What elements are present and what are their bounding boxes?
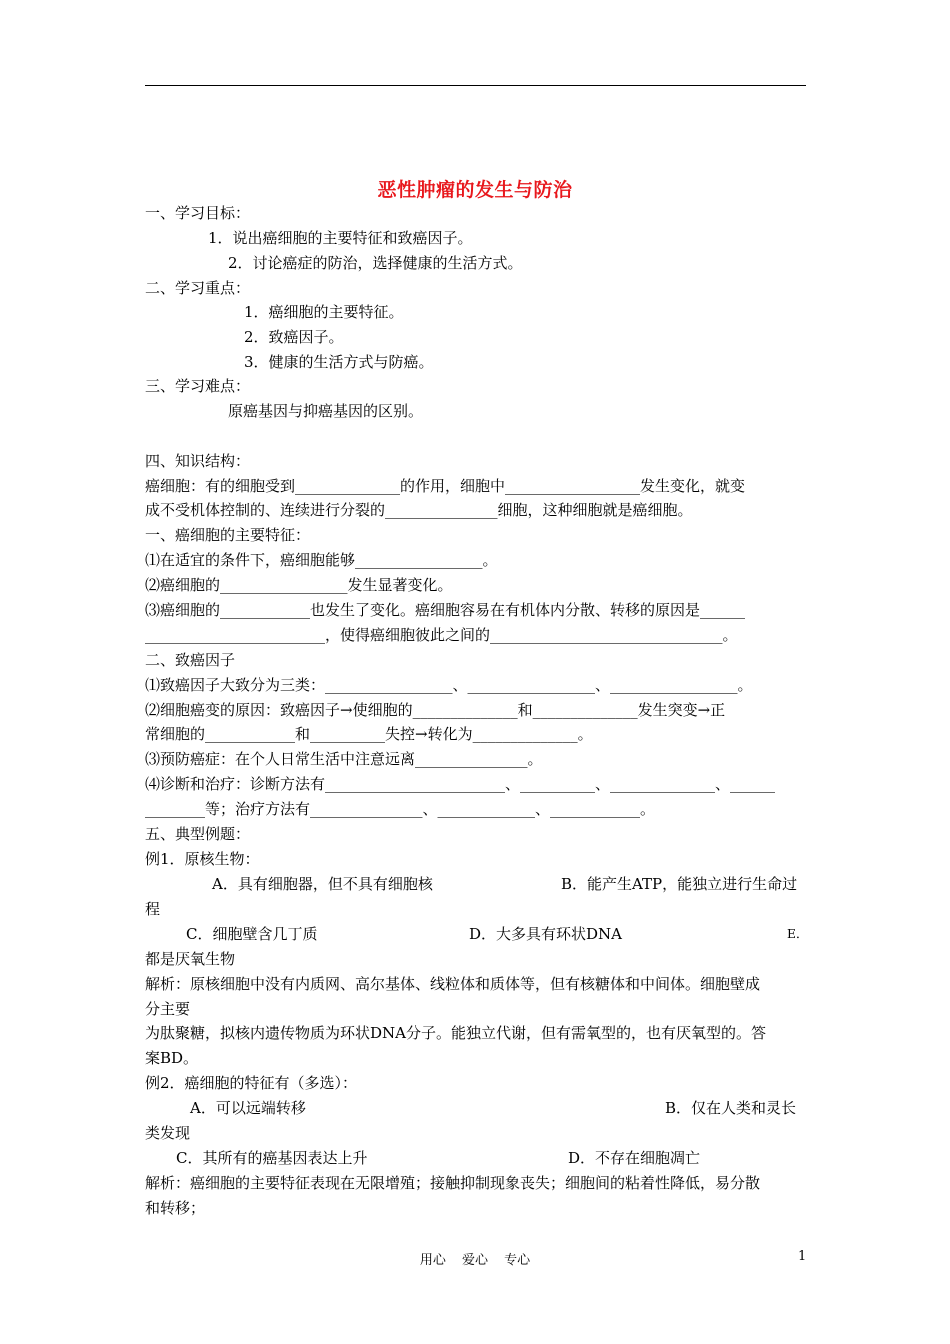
example-question: 例1．原核生物： [145, 850, 260, 868]
key-point-item: 3．健康的生活方式与防癌。 [244, 353, 434, 371]
section-heading-difficulties: 三、学习难点： [145, 377, 251, 395]
option-d: D．不存在细胞凋亡 [568, 1149, 701, 1167]
footer-motto: 用心 爱心 专心 [419, 1253, 531, 1268]
fill-in-line: 常细胞的____________和__________失控→转化为______________。 [145, 725, 593, 743]
document-title: 恶性肿瘤的发生与防治 [377, 179, 573, 201]
fill-in-line: ⑷诊断和治疗：诊断方法有________________________、__________、______________、______ [145, 775, 776, 793]
objective-item: 2．讨论癌症的防治，选择健康的生活方式。 [228, 254, 523, 272]
subsection-heading: 一、癌细胞的主要特征： [145, 526, 311, 544]
option-a: A．可以远端转移 [190, 1099, 306, 1117]
option-c: C．其所有的癌基因表达上升 [176, 1149, 368, 1167]
section-heading-examples: 五、典型例题： [145, 825, 251, 843]
option-b: B．能产生ATP，能独立进行生命过 [561, 875, 798, 893]
fill-in-line: ⑵细胞癌变的原因：致癌因子→使细胞的______________和______________发生突变→正 [145, 701, 726, 719]
key-point-item: 2．致癌因子。 [244, 328, 344, 346]
section-heading-objectives: 一、学习目标： [145, 204, 251, 222]
option-b-continued: 类发现 [145, 1124, 191, 1142]
option-c: C．细胞壁含几丁质 [186, 925, 318, 943]
option-e: E． [787, 927, 809, 941]
subsection-heading: 二、致癌因子 [145, 651, 236, 669]
fill-in-line: ⑴致癌因子大致分为三类：_________________、_________________、_________________。 [145, 676, 753, 694]
fill-in-line: ⑵癌细胞的_________________发生显著变化。 [145, 576, 453, 594]
fill-in-line: 成不受机体控制的、连续进行分裂的_______________细胞，这种细胞就是癌细胞。 [145, 501, 693, 519]
analysis-text: 解析：癌细胞的主要特征表现在无限增殖；接触抑制现象丧失；细胞间的粘着性降低，易分散 [145, 1174, 761, 1192]
section-heading-knowledge: 四、知识结构： [145, 452, 251, 470]
header-rule [145, 85, 806, 86]
fill-in-line: ⑴在适宜的条件下，癌细胞能够_________________。 [145, 551, 498, 569]
fill-in-line: ________等；治疗方法有_______________、_____________、____________。 [145, 800, 656, 818]
fill-in-line: 癌细胞：有的细胞受到______________的作用，细胞中__________________发生变化，就变 [145, 477, 746, 495]
key-point-item: 1．癌细胞的主要特征。 [244, 303, 404, 321]
fill-in-line: ________________________，使得癌细胞彼此之间的_______________________________。 [145, 626, 738, 644]
objective-item: 1．说出癌细胞的主要特征和致癌因子。 [208, 229, 473, 247]
analysis-text: 为肽聚糖，拟核内遗传物质为环状DNA分子。能独立代谢，但有需氧型的，也有厌氧型的。答 [145, 1024, 766, 1042]
fill-in-line: ⑶癌细胞的____________也发生了变化。癌细胞容易在有机体内分散、转移的原因是______ [145, 601, 746, 619]
option-d: D．大多具有环状DNA [469, 925, 623, 943]
difficulty-item: 原癌基因与抑癌基因的区别。 [228, 402, 424, 420]
fill-in-line: ⑶预防癌症：在个人日常生活中注意远离_______________。 [145, 750, 543, 768]
analysis-text: 分主要 [145, 1000, 191, 1018]
option-b: B．仅在人类和灵长 [665, 1099, 797, 1117]
analysis-text: 解析：原核细胞中没有内质网、高尔基体、线粒体和质体等，但有核糖体和中间体。细胞壁成 [145, 975, 761, 993]
option-e-continued: 都是厌氧生物 [145, 950, 236, 968]
page-number: 1 [798, 1249, 807, 1264]
option-b-continued: 程 [145, 900, 161, 918]
option-a: A．具有细胞器，但不具有细胞核 [212, 875, 433, 893]
example-question: 例2．癌细胞的特征有（多选）： [145, 1074, 358, 1092]
analysis-text: 和转移； [145, 1199, 206, 1217]
section-heading-key-points: 二、学习重点： [145, 279, 251, 297]
analysis-text: 案BD。 [145, 1049, 199, 1067]
